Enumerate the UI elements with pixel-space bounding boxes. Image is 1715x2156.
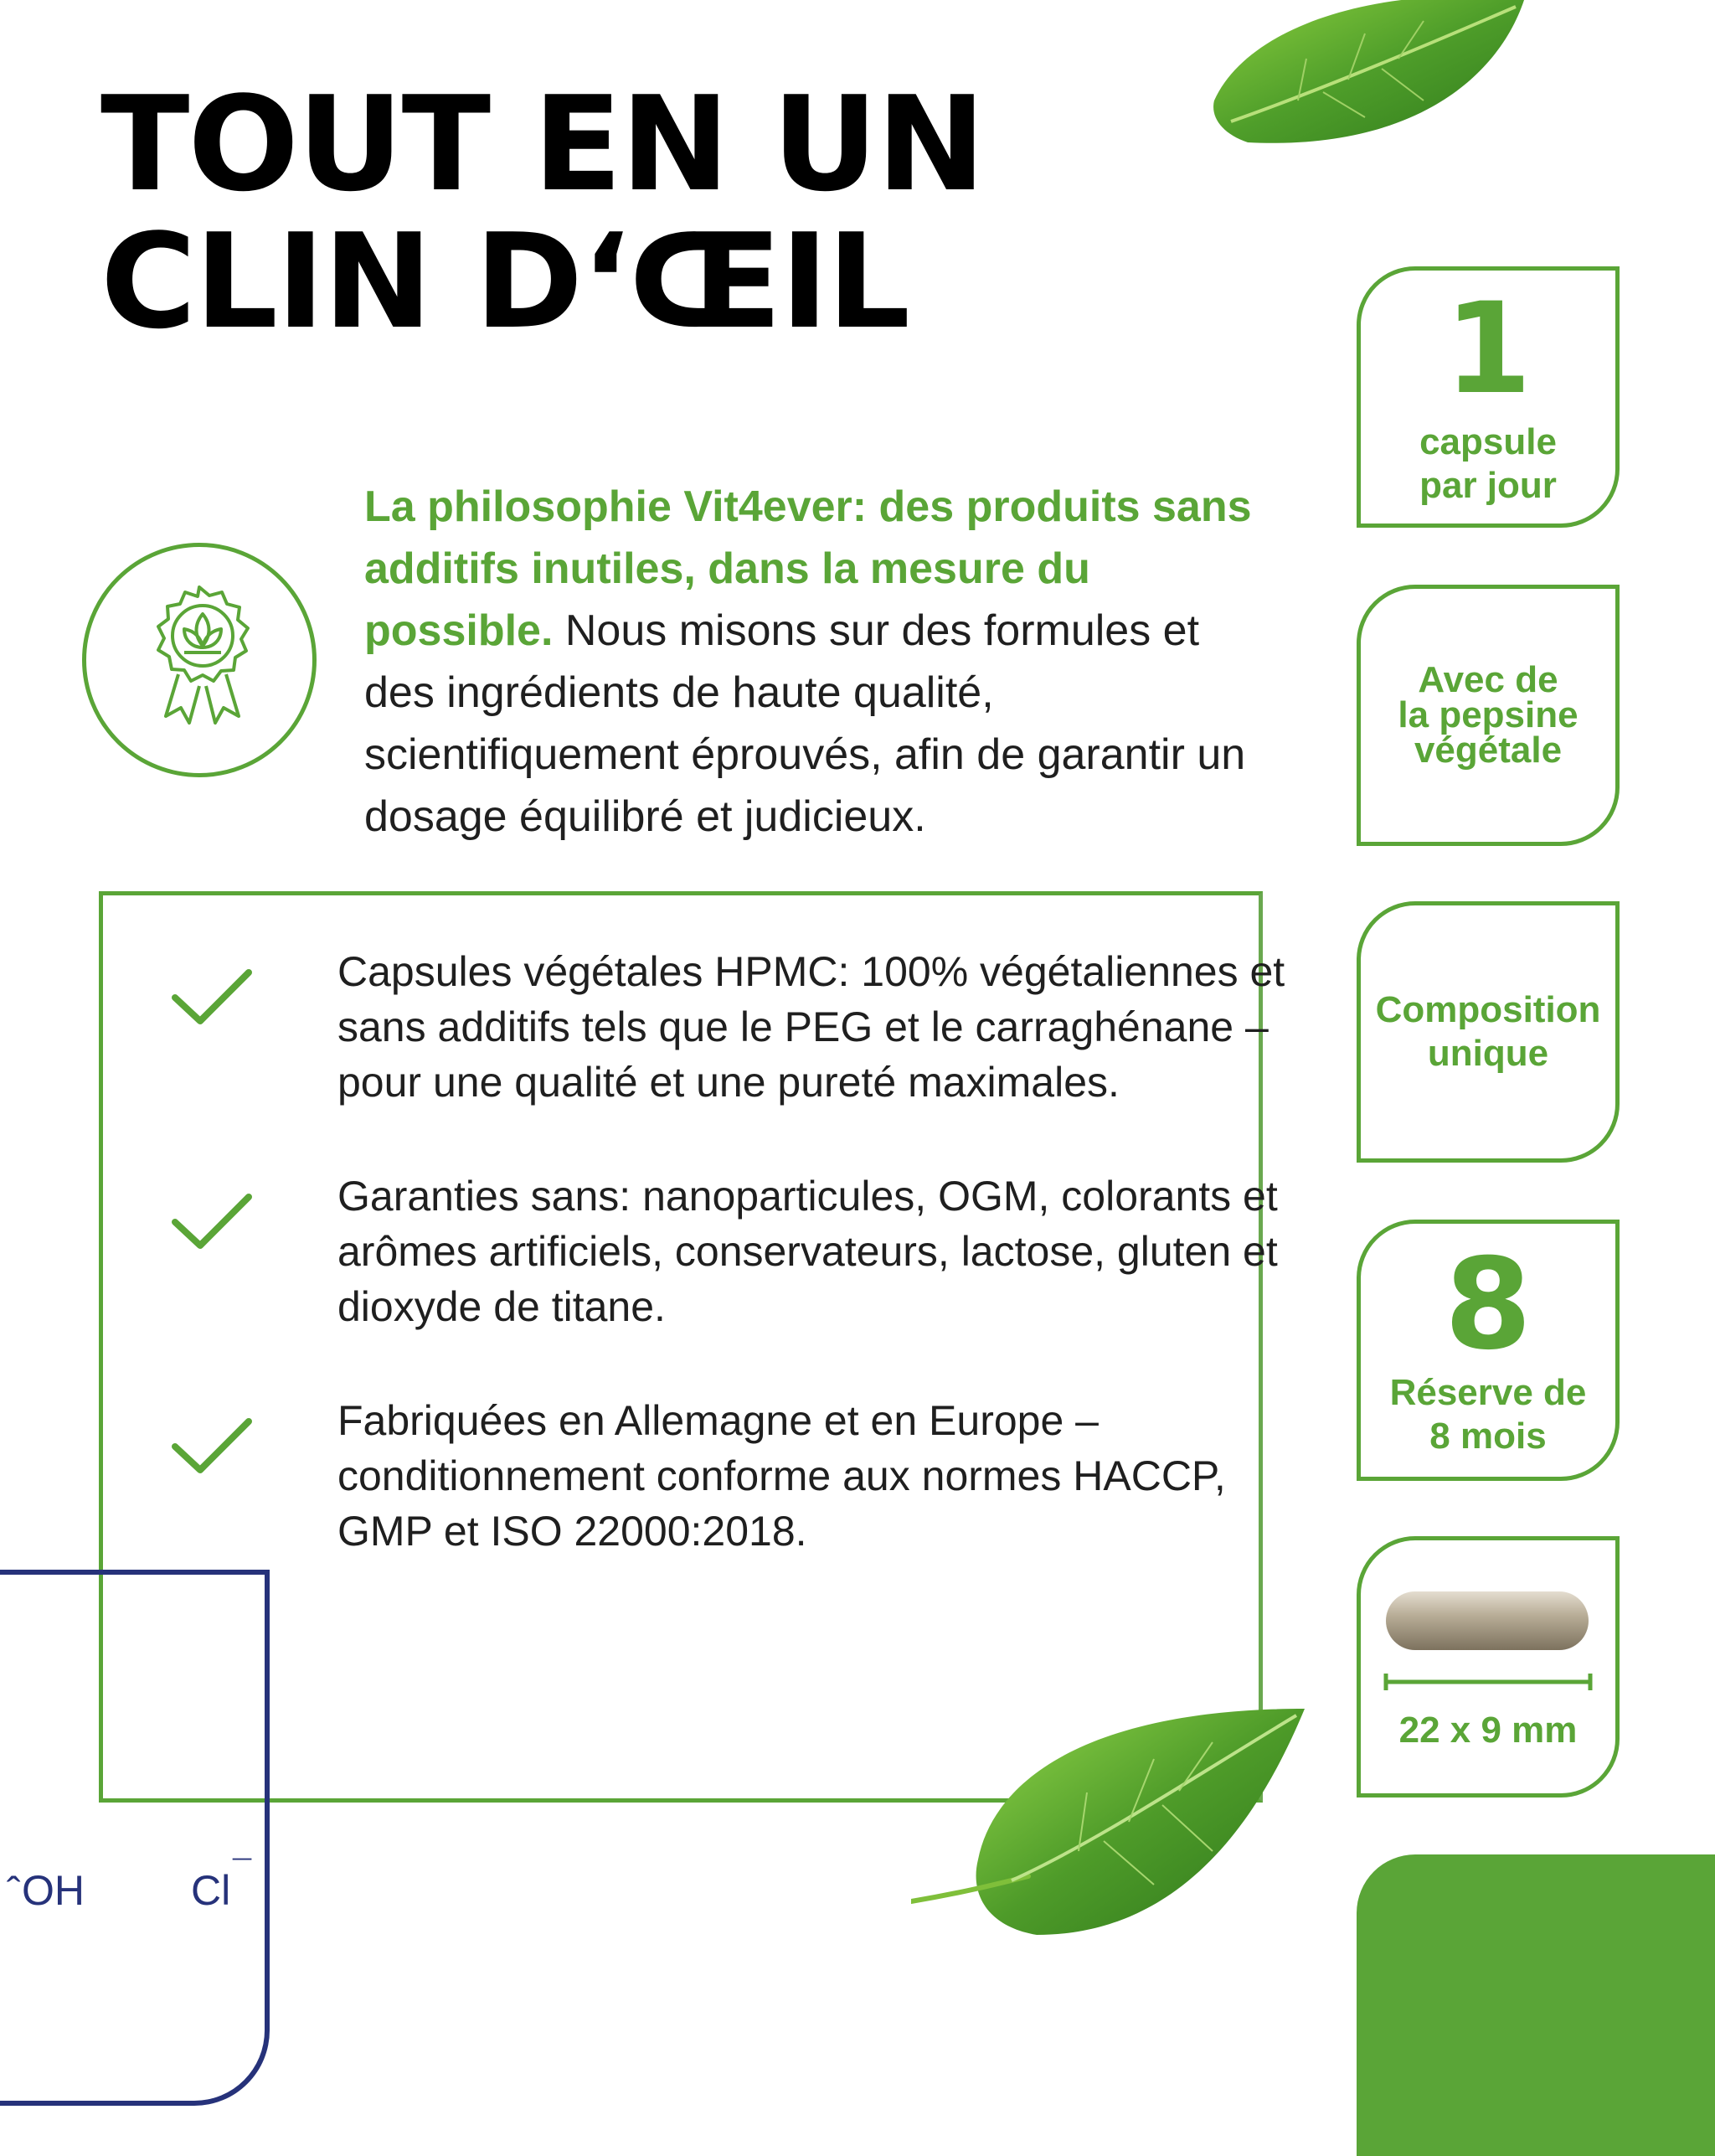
chem-label-cl: Cl: [191, 1867, 231, 1914]
intro-body: Nous misons sur des formules et des ingrédients de haute qualité, scientifiquement éprouvés, afin de garantir un dosage équilibré et judicieux.: [364, 606, 1246, 841]
card-number: 8: [1444, 1232, 1532, 1378]
card-size: [1357, 1536, 1620, 1798]
card-label: capsule par jour: [1419, 421, 1557, 506]
leaf-icon: [911, 1684, 1313, 1952]
title-line-2: CLIN D‘ŒIL: [100, 205, 909, 358]
frame-top-edge: [0, 1570, 100, 1575]
card-supply: [1357, 1220, 1620, 1481]
green-accent-block: [1357, 1854, 1715, 2156]
card-label: 22 x 9 mm: [1398, 1710, 1578, 1751]
chem-label-oh: OH: [22, 1867, 85, 1914]
card-label: Composition unique: [1375, 989, 1601, 1074]
features-box: [99, 891, 1285, 1803]
card-number: 1: [1444, 276, 1532, 422]
card-dosage: [1357, 266, 1620, 528]
checkmark-icon: [170, 962, 254, 1029]
award-leaf-icon: [132, 582, 266, 741]
intro-paragraph: [364, 476, 1252, 848]
card-label: Avec de la pepsine végétale: [1398, 659, 1579, 771]
card-label: Réserve de 8 mois: [1389, 1372, 1587, 1457]
checkmark-icon: [170, 1411, 254, 1478]
intro-highlight: La philosophie Vit4ever: des produits sans additifs inutiles, dans la mesure du possible.: [364, 482, 1252, 655]
chem-tick: ˆ: [7, 1869, 21, 1916]
checkmark-icon: [170, 1187, 254, 1254]
title-line-1: TOUT EN UN: [100, 68, 985, 220]
chem-charge: ¯: [233, 1854, 252, 1891]
card-pepsin: [1357, 585, 1620, 846]
page-title: [100, 68, 985, 358]
capsule-icon: [1379, 1581, 1597, 1707]
card-composition: [1357, 901, 1620, 1163]
feature-text: Capsules végétales HPMC: 100% végétaliennes et sans additifs tels que le PEG et le carraghénane – pour une qualité et une pureté maximales.: [337, 948, 1285, 1106]
decorative-frame: [0, 1570, 270, 2106]
feature-text: Garanties sans: nanoparticules, OGM, colorants et arômes artificiels, conservateurs, lactose, gluten et dioxyde de titane.: [337, 1173, 1278, 1330]
leaf-icon: [1197, 0, 1549, 168]
feature-text: Fabriquées en Allemagne et en Europe – conditionnement conforme aux normes HACCP, GMP et ISO 22000:2018.: [337, 1397, 1226, 1555]
